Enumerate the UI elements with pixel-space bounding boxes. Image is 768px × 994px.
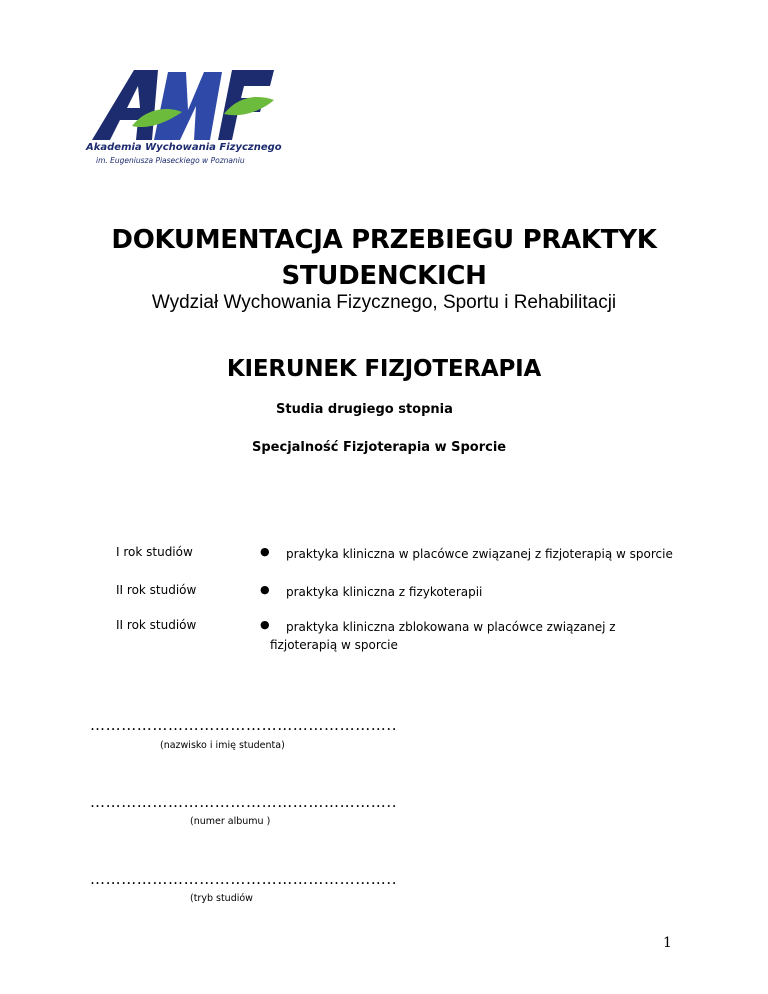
document-title-line-1: DOKUMENTACJA PRZEBIEGU PRAKTYK	[111, 225, 657, 255]
study-level: Studia drugiego stopnia	[276, 402, 453, 417]
bullet-icon: ●	[260, 618, 270, 631]
practice-year: II rok studiów	[116, 618, 197, 632]
practice-description: praktyka kliniczna zblokowana w placówce związanej z fizjoterapią w sporcie	[270, 620, 616, 652]
document-title-line-2: STUDENCKICH	[281, 261, 487, 291]
bullet-icon: ●	[260, 583, 270, 596]
awf-logo-mark-icon	[82, 62, 282, 144]
student-name-blank: …………………………………………………..	[90, 716, 398, 734]
specialization: Specjalność Fizjoterapia w Sporcie	[252, 440, 507, 455]
study-mode-caption: (tryb studiów	[190, 893, 253, 904]
practice-year: I rok studiów	[116, 545, 193, 559]
practice-year: II rok studiów	[116, 583, 197, 597]
album-number-caption: (numer albumu )	[190, 816, 271, 827]
practice-description: praktyka kliniczna w placówce związanej z fizjoterapią w sporcie	[286, 547, 673, 561]
logo-institution-name: Akademia Wychowania Fizycznego	[86, 142, 282, 153]
page-number: 1	[663, 935, 672, 951]
bullet-icon: ●	[260, 545, 270, 558]
awf-logo	[82, 62, 282, 177]
practice-description: praktyka kliniczna z fizykoterapii	[286, 585, 483, 599]
logo-institution-subtitle: im. Eugeniusza Piaseckiego w Poznaniu	[96, 156, 245, 165]
faculty-name: Wydział Wychowania Fizycznego, Sportu i Rehabilitacji	[151, 292, 617, 313]
album-number-blank: …………………………………………………..	[90, 793, 398, 811]
student-name-caption: (nazwisko i imię studenta)	[160, 740, 285, 751]
study-mode-blank: …………………………………………………..	[90, 870, 398, 888]
field-of-study-heading: KIERUNEK FIZJOTERAPIA	[226, 356, 542, 382]
document-title	[0, 222, 768, 294]
